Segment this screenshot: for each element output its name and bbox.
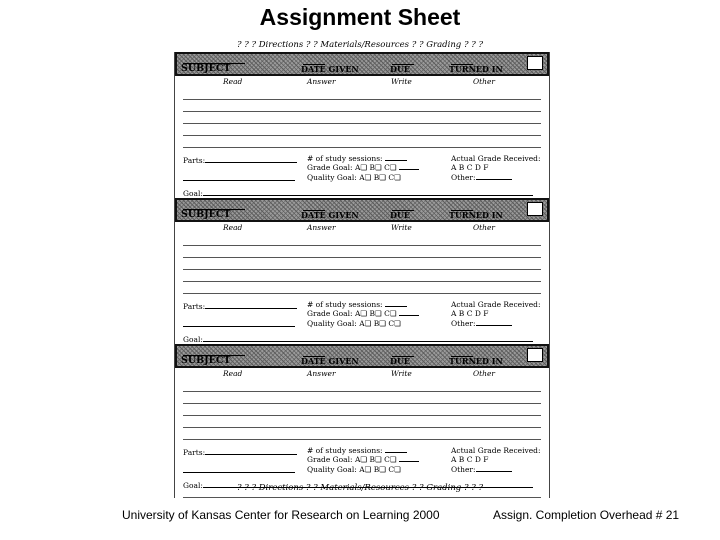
column-headers (175, 368, 549, 380)
col-answer: Answer (307, 369, 336, 378)
goal-field: Goal: (183, 189, 533, 198)
parts-field: Parts: (183, 448, 297, 457)
grade-goal: Grade Goal: A❏ B❏ C❏ (307, 163, 419, 172)
other-field: Other: (451, 319, 512, 328)
col-write: Write (391, 223, 412, 232)
col-other: Other (473, 223, 496, 232)
actual-grade: Actual Grade Received: (451, 300, 541, 309)
blank-line[interactable] (183, 234, 541, 246)
column-headers (175, 76, 549, 88)
grade-goal: Grade Goal: A❏ B❏ C❏ (307, 455, 419, 464)
col-other: Other (473, 77, 496, 86)
parts-line (183, 174, 295, 183)
directions-bottom: ? ? ? Directions ? ? Materials/Resources ? ? Grading ? ? ? (236, 483, 484, 493)
checkbox[interactable] (527, 202, 543, 216)
blank-line[interactable] (183, 380, 541, 392)
parts-field: Parts: (183, 156, 297, 165)
study-sessions: # of study sessions: (307, 154, 407, 163)
blank-line[interactable] (183, 124, 541, 136)
blank-line[interactable] (183, 416, 541, 428)
grade-letters: A B C D F (451, 455, 489, 464)
col-read: Read (223, 369, 243, 378)
quality-goal: Quality Goal: A❏ B❏ C❏ (307, 465, 401, 474)
blank-line[interactable] (183, 270, 541, 282)
parts-field: Parts: (183, 302, 297, 311)
col-answer: Answer (307, 223, 336, 232)
answer-lines (175, 380, 549, 440)
blank-line[interactable] (183, 258, 541, 270)
blank-line[interactable] (183, 404, 541, 416)
grade-letters: A B C D F (451, 163, 489, 172)
column-headers (175, 222, 549, 234)
assignment-form-2 (174, 198, 550, 352)
checkbox[interactable] (527, 348, 543, 362)
directions-top: ? ? ? Directions ? ? Materials/Resources ? ? Grading ? ? ? (236, 40, 484, 50)
form-header: SUBJECT DATE GIVEN DUE TURNED IN (175, 344, 549, 368)
parts-line (183, 320, 295, 329)
answer-lines (175, 234, 549, 294)
study-sessions: # of study sessions: (307, 446, 407, 455)
form-header: SUBJECT DATE GIVEN DUE TURNED IN (175, 52, 549, 76)
blank-line[interactable] (183, 246, 541, 258)
goal-field: Goal: (183, 335, 533, 344)
quality-goal: Quality Goal: A❏ B❏ C❏ (307, 173, 401, 182)
blank-line[interactable] (183, 100, 541, 112)
other-field: Other: (451, 173, 512, 182)
col-write: Write (391, 369, 412, 378)
col-write: Write (391, 77, 412, 86)
study-sessions: # of study sessions: (307, 300, 407, 309)
form-header: SUBJECT DATE GIVEN DUE TURNED IN (175, 198, 549, 222)
footer-credit: University of Kansas Center for Research on Learning 2000 (122, 508, 440, 522)
col-read: Read (223, 223, 243, 232)
grade-goal: Grade Goal: A❏ B❏ C❏ (307, 309, 419, 318)
checkbox[interactable] (527, 56, 543, 70)
blank-line[interactable] (183, 282, 541, 294)
page-title: Assignment Sheet (259, 4, 461, 30)
quality-goal: Quality Goal: A❏ B❏ C❏ (307, 319, 401, 328)
blank-line[interactable] (183, 112, 541, 124)
grade-letters: A B C D F (451, 309, 489, 318)
goal-field: Goal: (183, 481, 533, 490)
other-field: Other: (451, 465, 512, 474)
answer-lines (175, 88, 549, 148)
actual-grade: Actual Grade Received: (451, 446, 541, 455)
footer-overhead-number: Assign. Completion Overhead # 21 (493, 508, 680, 522)
blank-line[interactable] (183, 136, 541, 148)
blank-line[interactable] (183, 88, 541, 100)
col-read: Read (223, 77, 243, 86)
divider (183, 497, 541, 498)
actual-grade: Actual Grade Received: (451, 154, 541, 163)
col-answer: Answer (307, 77, 336, 86)
parts-line (183, 466, 295, 475)
blank-line[interactable] (183, 392, 541, 404)
col-other: Other (473, 369, 496, 378)
assignment-form-1 (174, 52, 550, 206)
assignment-form-3 (174, 344, 550, 498)
blank-line[interactable] (183, 428, 541, 440)
